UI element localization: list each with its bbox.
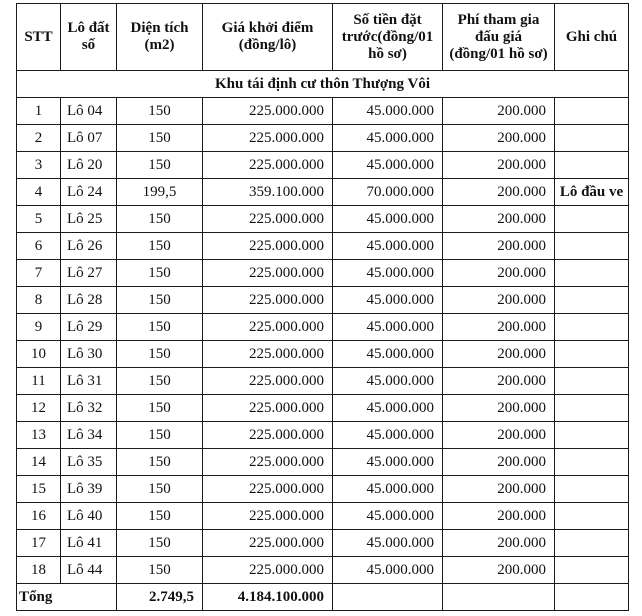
cell-note <box>555 152 629 179</box>
cell-fee: 200.000 <box>443 368 555 395</box>
cell-deposit: 45.000.000 <box>333 98 443 125</box>
cell-area: 150 <box>117 503 203 530</box>
cell-deposit: 45.000.000 <box>333 314 443 341</box>
cell-price: 225.000.000 <box>203 557 333 584</box>
cell-stt: 12 <box>17 395 61 422</box>
cell-note <box>555 233 629 260</box>
cell-stt: 18 <box>17 557 61 584</box>
header-price <box>203 4 333 71</box>
header-price-line2: (đồng/lô) <box>238 37 297 53</box>
cell-note <box>555 368 629 395</box>
cell-area: 150 <box>117 287 203 314</box>
cell-price: 225.000.000 <box>203 395 333 422</box>
cell-stt: 1 <box>17 98 61 125</box>
cell-stt: 8 <box>17 287 61 314</box>
table-row <box>17 233 629 260</box>
cell-area: 150 <box>117 260 203 287</box>
cell-area: 150 <box>117 368 203 395</box>
cell-lot: Lô 27 <box>61 260 117 287</box>
cell-area: 199,5 <box>117 179 203 206</box>
cell-fee: 200.000 <box>443 557 555 584</box>
cell-fee: 200.000 <box>443 314 555 341</box>
header-area <box>117 4 203 71</box>
cell-note <box>555 503 629 530</box>
cell-lot: Lô 26 <box>61 233 117 260</box>
cell-area: 150 <box>117 152 203 179</box>
cell-area: 150 <box>117 530 203 557</box>
cell-price: 225.000.000 <box>203 287 333 314</box>
header-fee-line2: đấu giá <box>474 28 523 45</box>
cell-area: 150 <box>117 206 203 233</box>
cell-deposit: 45.000.000 <box>333 341 443 368</box>
cell-note <box>555 341 629 368</box>
cell-fee: 200.000 <box>443 341 555 368</box>
cell-area: 150 <box>117 557 203 584</box>
header-deposit <box>333 4 443 71</box>
cell-stt: 16 <box>17 503 61 530</box>
total-fee-empty <box>443 584 555 611</box>
cell-stt: 7 <box>17 260 61 287</box>
cell-fee: 200.000 <box>443 530 555 557</box>
cell-area: 150 <box>117 233 203 260</box>
cell-deposit: 45.000.000 <box>333 287 443 314</box>
cell-fee: 200.000 <box>443 422 555 449</box>
table-row <box>17 152 629 179</box>
header-area-line1: Diện tích <box>130 20 189 36</box>
header-fee-line1: Phí tham gia <box>457 11 540 28</box>
cell-price: 359.100.000 <box>203 179 333 206</box>
cell-lot: Lô 25 <box>61 206 117 233</box>
cell-fee: 200.000 <box>443 179 555 206</box>
cell-deposit: 45.000.000 <box>333 449 443 476</box>
cell-stt: 17 <box>17 530 61 557</box>
header-fee <box>443 4 555 71</box>
table-row <box>17 125 629 152</box>
cell-area: 150 <box>117 98 203 125</box>
cell-deposit: 45.000.000 <box>333 557 443 584</box>
header-area-line2: (m2) <box>144 37 175 53</box>
table-row <box>17 503 629 530</box>
cell-price: 225.000.000 <box>203 125 333 152</box>
cell-lot: Lô 04 <box>61 98 117 125</box>
cell-area: 150 <box>117 422 203 449</box>
cell-fee: 200.000 <box>443 152 555 179</box>
cell-fee: 200.000 <box>443 287 555 314</box>
header-note <box>555 4 629 71</box>
cell-price: 225.000.000 <box>203 449 333 476</box>
cell-lot: Lô 30 <box>61 341 117 368</box>
cell-note <box>555 260 629 287</box>
cell-deposit: 45.000.000 <box>333 233 443 260</box>
cell-lot: Lô 24 <box>61 179 117 206</box>
header-stt <box>17 4 61 71</box>
total-label: Tổng <box>17 584 117 611</box>
cell-fee: 200.000 <box>443 449 555 476</box>
cell-area: 150 <box>117 395 203 422</box>
table-row <box>17 314 629 341</box>
cell-stt: 4 <box>17 179 61 206</box>
cell-lot: Lô 35 <box>61 449 117 476</box>
cell-note <box>555 395 629 422</box>
cell-price: 225.000.000 <box>203 152 333 179</box>
table-row <box>17 476 629 503</box>
cell-area: 150 <box>117 125 203 152</box>
cell-deposit: 70.000.000 <box>333 179 443 206</box>
cell-stt: 5 <box>17 206 61 233</box>
cell-lot: Lô 07 <box>61 125 117 152</box>
cell-price: 225.000.000 <box>203 503 333 530</box>
table-header <box>17 4 629 71</box>
cell-deposit: 45.000.000 <box>333 368 443 395</box>
cell-stt: 6 <box>17 233 61 260</box>
cell-note <box>555 530 629 557</box>
lot-auction-table <box>16 3 629 611</box>
cell-price: 225.000.000 <box>203 233 333 260</box>
header-lot-line1: Lô đất <box>67 20 110 36</box>
cell-lot: Lô 20 <box>61 152 117 179</box>
cell-note <box>555 98 629 125</box>
header-deposit-line2: trước(đồng/01 <box>341 28 434 45</box>
cell-price: 225.000.000 <box>203 476 333 503</box>
table-row <box>17 530 629 557</box>
cell-fee: 200.000 <box>443 476 555 503</box>
cell-price: 225.000.000 <box>203 206 333 233</box>
table-row <box>17 179 629 206</box>
cell-price: 225.000.000 <box>203 530 333 557</box>
cell-note <box>555 557 629 584</box>
table-body <box>17 71 629 611</box>
header-note-text: Ghi chú <box>565 28 618 45</box>
cell-note <box>555 422 629 449</box>
table-row <box>17 341 629 368</box>
section-row <box>17 71 629 98</box>
cell-lot: Lô 41 <box>61 530 117 557</box>
cell-note <box>555 287 629 314</box>
cell-price: 225.000.000 <box>203 314 333 341</box>
table-row <box>17 449 629 476</box>
table-row <box>17 557 629 584</box>
cell-note <box>555 449 629 476</box>
cell-price: 225.000.000 <box>203 98 333 125</box>
cell-deposit: 45.000.000 <box>333 206 443 233</box>
table-row <box>17 206 629 233</box>
cell-stt: 14 <box>17 449 61 476</box>
cell-note: Lô đầu ve <box>555 179 629 206</box>
header-stt-text: STT <box>24 28 53 45</box>
cell-area: 150 <box>117 341 203 368</box>
total-area: 2.749,5 <box>117 584 203 611</box>
table-row <box>17 260 629 287</box>
table-row <box>17 422 629 449</box>
table-row <box>17 98 629 125</box>
cell-deposit: 45.000.000 <box>333 125 443 152</box>
cell-price: 225.000.000 <box>203 368 333 395</box>
cell-price: 225.000.000 <box>203 260 333 287</box>
cell-lot: Lô 31 <box>61 368 117 395</box>
header-lot-line2: số <box>81 37 96 53</box>
cell-lot: Lô 40 <box>61 503 117 530</box>
cell-deposit: 45.000.000 <box>333 422 443 449</box>
cell-price: 225.000.000 <box>203 341 333 368</box>
cell-stt: 9 <box>17 314 61 341</box>
table-row <box>17 395 629 422</box>
cell-area: 150 <box>117 449 203 476</box>
cell-note <box>555 125 629 152</box>
cell-stt: 11 <box>17 368 61 395</box>
table-row <box>17 287 629 314</box>
cell-deposit: 45.000.000 <box>333 530 443 557</box>
cell-deposit: 45.000.000 <box>333 503 443 530</box>
total-row <box>17 584 629 611</box>
cell-note <box>555 206 629 233</box>
cell-price: 225.000.000 <box>203 422 333 449</box>
cell-fee: 200.000 <box>443 260 555 287</box>
header-lot <box>61 4 117 71</box>
cell-stt: 3 <box>17 152 61 179</box>
cell-area: 150 <box>117 314 203 341</box>
header-deposit-line3: hồ sơ) <box>368 45 407 62</box>
cell-fee: 200.000 <box>443 206 555 233</box>
total-note-empty <box>555 584 629 611</box>
cell-fee: 200.000 <box>443 503 555 530</box>
cell-deposit: 45.000.000 <box>333 476 443 503</box>
cell-fee: 200.000 <box>443 233 555 260</box>
total-deposit-empty <box>333 584 443 611</box>
header-price-line1: Giá khởi điểm <box>221 20 314 36</box>
cell-deposit: 45.000.000 <box>333 395 443 422</box>
cell-lot: Lô 44 <box>61 557 117 584</box>
cell-lot: Lô 34 <box>61 422 117 449</box>
cell-note <box>555 314 629 341</box>
cell-lot: Lô 32 <box>61 395 117 422</box>
cell-fee: 200.000 <box>443 98 555 125</box>
cell-note <box>555 476 629 503</box>
cell-stt: 2 <box>17 125 61 152</box>
total-price: 4.184.100.000 <box>203 584 333 611</box>
cell-lot: Lô 39 <box>61 476 117 503</box>
cell-stt: 15 <box>17 476 61 503</box>
header-fee-line3: (đồng/01 hồ sơ) <box>449 45 548 62</box>
cell-area: 150 <box>117 476 203 503</box>
section-title: Khu tái định cư thôn Thượng Vôi <box>17 71 629 98</box>
cell-stt: 13 <box>17 422 61 449</box>
cell-lot: Lô 28 <box>61 287 117 314</box>
cell-lot: Lô 29 <box>61 314 117 341</box>
header-deposit-line1: Số tiền đặt <box>353 11 422 28</box>
cell-deposit: 45.000.000 <box>333 260 443 287</box>
table-row <box>17 368 629 395</box>
cell-fee: 200.000 <box>443 125 555 152</box>
cell-stt: 10 <box>17 341 61 368</box>
cell-fee: 200.000 <box>443 395 555 422</box>
cell-deposit: 45.000.000 <box>333 152 443 179</box>
